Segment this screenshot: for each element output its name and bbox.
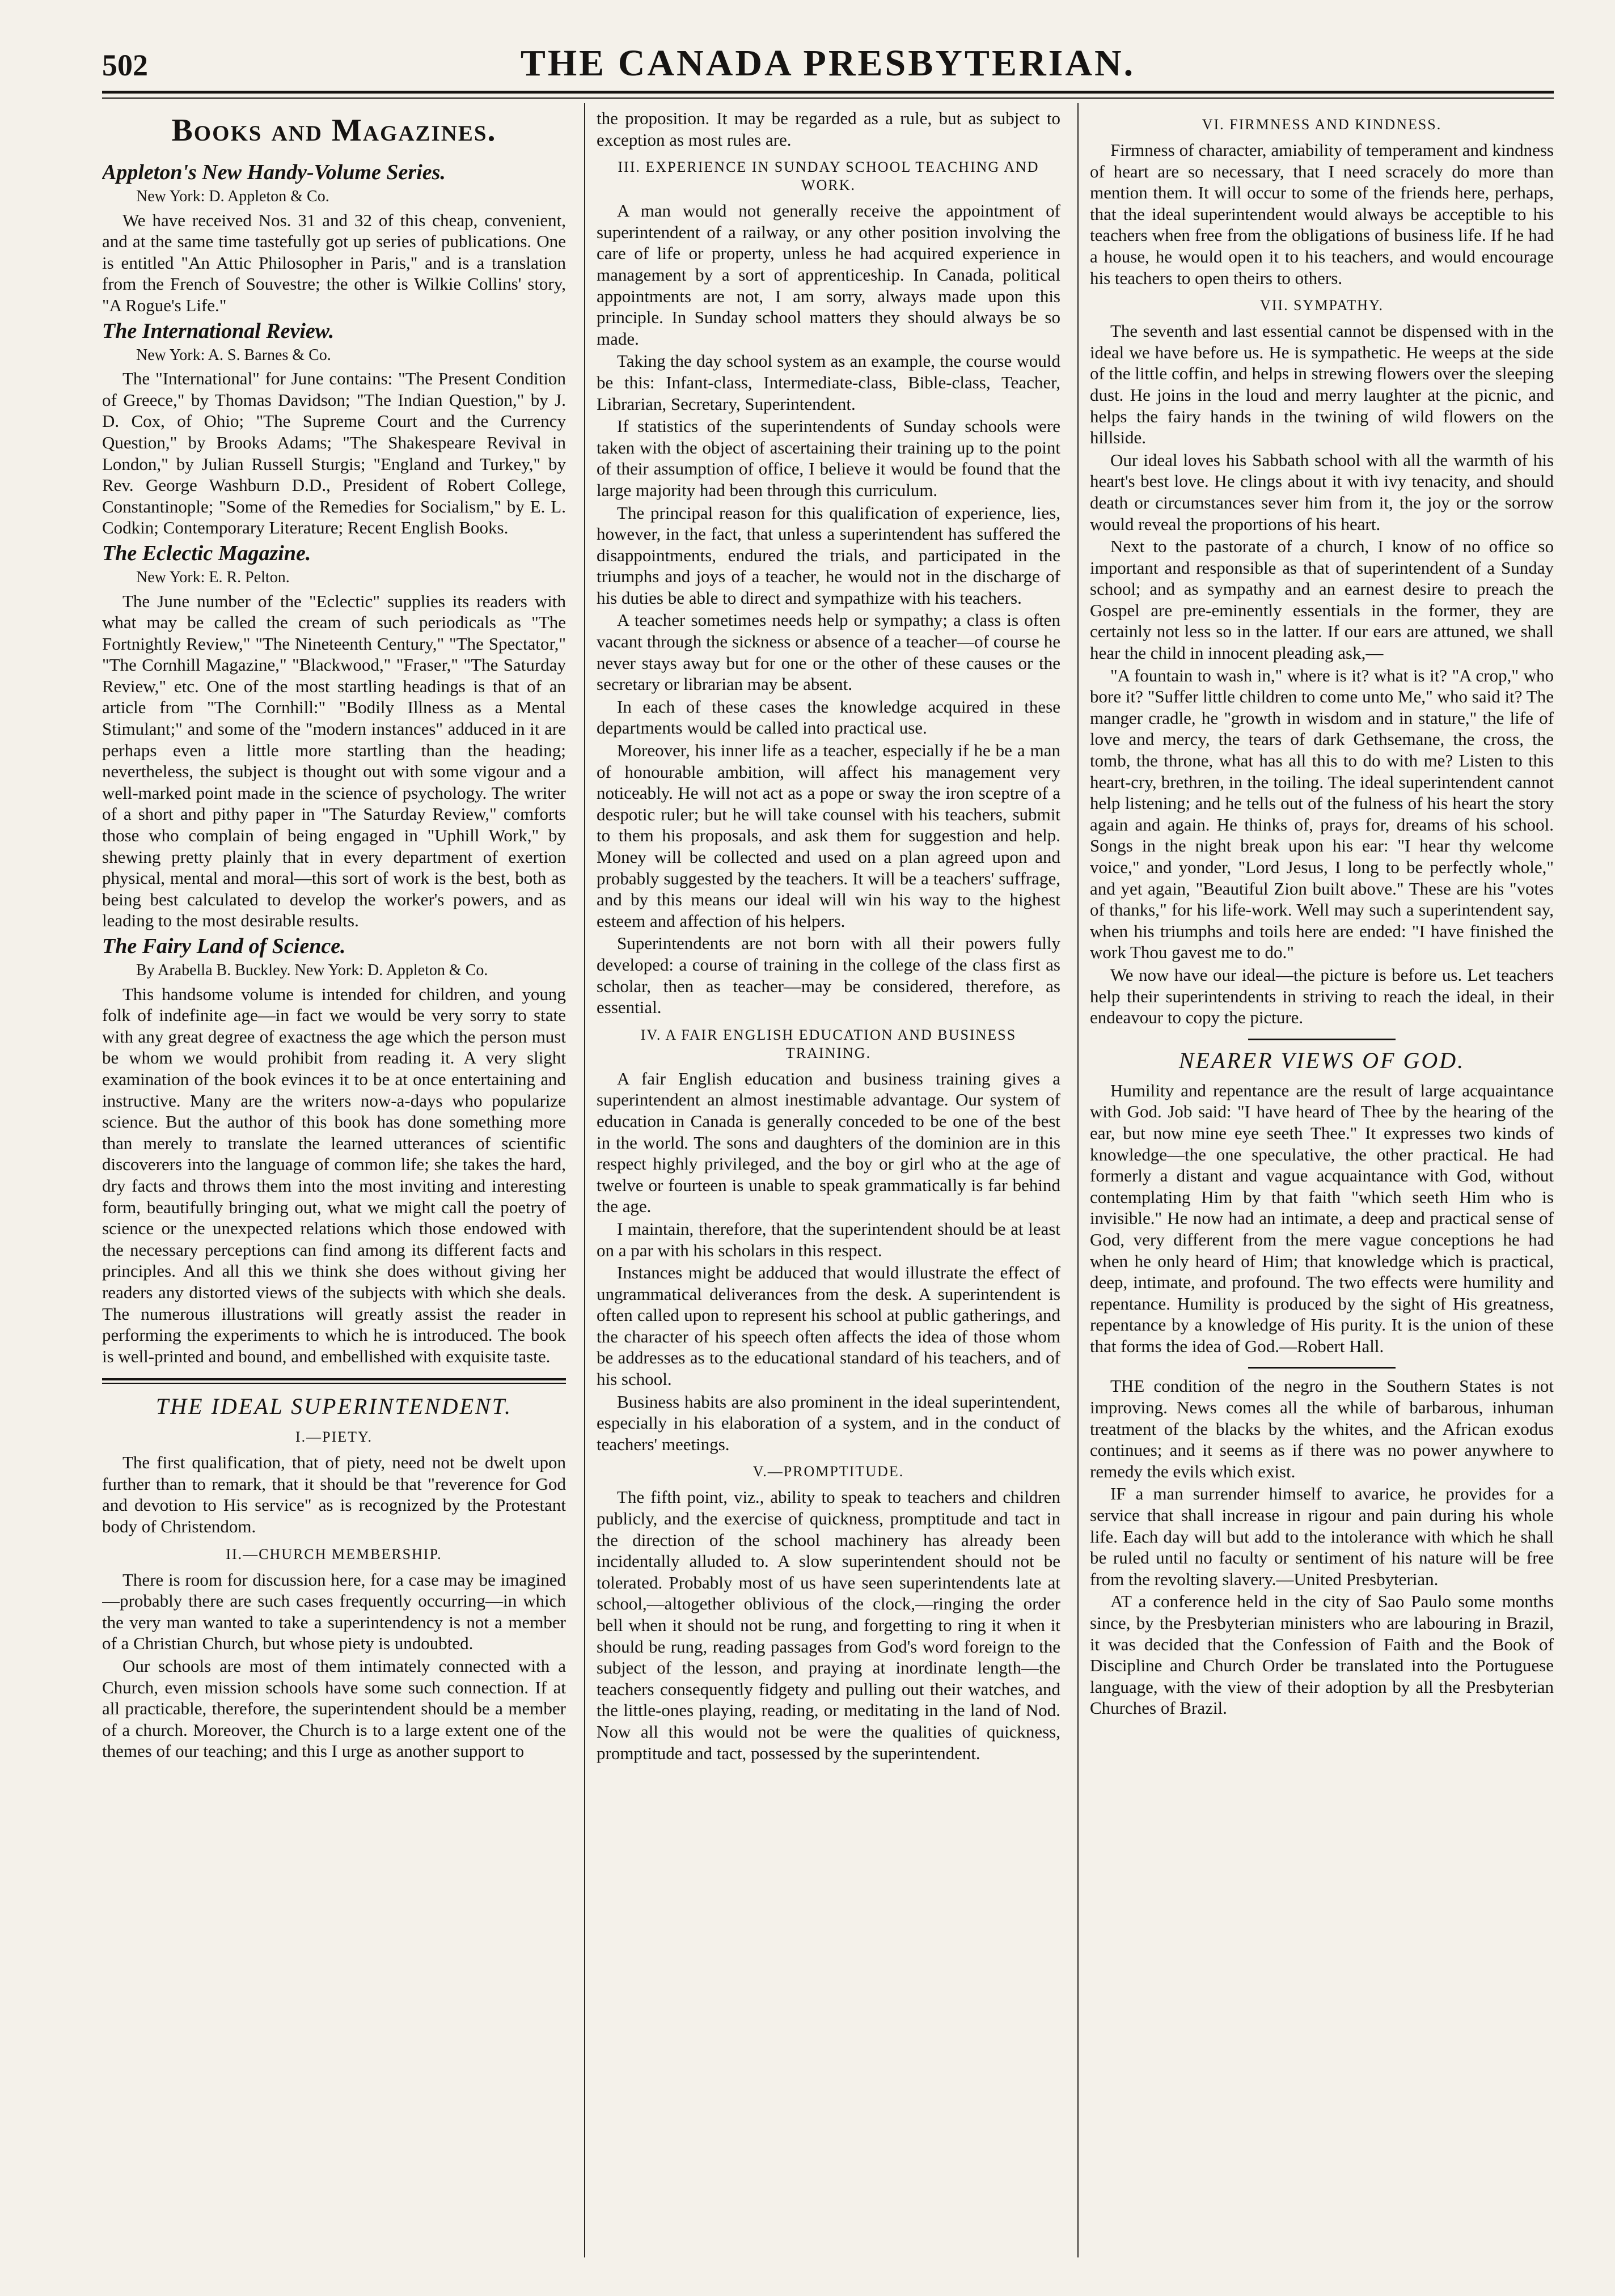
column-3 xyxy=(1090,108,1554,2256)
body-paragraph: Next to the pastorate of a church, I know of no office so important and responsible as that of superintendent of a Sunday school; and as sympathy and an earnest desire to preach the Gospel are pre-eminently essentials in the former, they are certainly not less so in the latter. If our ears are attuned, we shall hear the child in innocent pleading ask,— xyxy=(1090,536,1554,663)
body-paragraph: Our ideal loves his Sabbath school with all the warmth of his heart's best love. He clings about it with ivy tenacity, and should death or circumstances sever him from it, the joy or the sorrow would reveal the proportions of his heart. xyxy=(1090,450,1554,534)
subsection-heading: III. EXPERIENCE IN SUNDAY SCHOOL TEACHING AND WORK. xyxy=(618,159,1039,194)
body-paragraph: There is room for discussion here, for a case may be imagined—probably there are such cases frequently occurring—in which the very man wanted to take a superintendency is not a member of a Christian Church, but whose piety is undoubted. xyxy=(102,1569,566,1654)
article-divider xyxy=(1248,1367,1396,1369)
book-title: The Fairy Land of Science. xyxy=(102,934,346,958)
body-paragraph: Instances might be adduced that would illustrate the effect of ungrammatical deliverances from the desk. A superintendent is often called upon to represent his school at public gatherings, and the character of his speech often affects the idea of those whom be addresses as to the educational standard of his teachers, and of his school. xyxy=(597,1263,1060,1390)
body-paragraph: I maintain, therefore, that the superintendent should be at least on a par with his scholars in this respect. xyxy=(597,1218,1060,1260)
journal-title: THE CANADA PRESBYTERIAN. xyxy=(520,43,1136,84)
review-text: The June number of the "Eclectic" supplies its readers with what may be called the cream of such periodicals as "The Fortnightly Review," "The Nineteenth Century," "The Spectator," "The Cornhill Magazine," "Blackwood," "Fraser," "The Saturday Review," etc. One of the most startling headings is that of an article from "The Cornhill:" "Bodily Illness as a Mental Stimulant;" and some of the "modern instances" adduced in it are perhaps even a little more startling than the heading; nevertheless, the subject is thought out with some vigour and a well-marked point made in the science of psychology. The writer of a short and pithy paper in "The Saturday Review," comforts those who complain of being engaged in "Uphill Work," by shewing pretty plainly that in every department of exertion physical, mental and moral—this sort of work is the best, both as being best calculated to develop the worker's powers, and as leading to the most desirable results. xyxy=(102,591,566,931)
publisher-line: New York: E. R. Pelton. xyxy=(136,568,290,586)
subsection-heading: V.—PROMPTITUDE. xyxy=(752,1463,904,1480)
publisher-line: New York: A. S. Barnes & Co. xyxy=(136,346,331,364)
publisher-line: By Arabella B. Buckley. New York: D. Appleton & Co. xyxy=(136,961,488,979)
column-1 xyxy=(102,108,566,2256)
body-paragraph: IF a man surrender himself to avarice, he provides for a service that shall increase in rigour and pain during his whole life. Each day will but add to the intolerance with which he shall be ruled until no faculty or sentiment of his nature will be free from the revolting slavery.—United Presbyterian. xyxy=(1090,1484,1554,1589)
article-title: THE IDEAL SUPERINTENDENT. xyxy=(156,1393,512,1420)
body-paragraph: Moreover, his inner life as a teacher, especially if he be a man of honourable ambition, will affect his management very noticeably. He will not act as a pope or sway the iron sceptre of a despotic ruler; but he will take counsel with his teachers, submit to them his proposals, and ask them for suggestion and help. Money will be collected and used on a plan agreed upon and probably suggested by the teachers. It will be a teachers' suffrage, and by this means our ideal will win his way to the highest esteem and affection of his helpers. xyxy=(597,740,1060,931)
book-title: Appleton's New Handy-Volume Series. xyxy=(102,160,446,184)
subsection-heading: IV. A FAIR ENGLISH EDUCATION AND BUSINESS TRAINING. xyxy=(640,1026,1017,1061)
body-paragraph: Superintendents are not born with all their powers fully developed: a course of training in the college of the class first as scholar, then as teacher—may be considered, therefore, as essential. xyxy=(597,933,1060,1018)
subsection-heading: VI. FIRMNESS AND KINDNESS. xyxy=(1202,116,1442,133)
review-text: The "International" for June contains: "The Present Condition of Greece," by Thomas Davidson; "The Indian Question," by J. D. Cox, of Ohio; "The Supreme Court and the Currency Question," by Brooks Adams; "The Shakespeare Revival in London," by Julian Russell Sturgis; "England and Turkey," by Rev. George Washburn D.D., President of Robert College, Constantinople; "Some of the Remedies for Socialism," by E. L. Codkin; Contemporary Literature; Recent English Books. xyxy=(102,368,566,538)
body-paragraph: "A fountain to wash in," where is it? what is it? "A crop," who bore it? "Suffer little children to come unto Me," who said it? The manger cradle, he "growth in wisdom and in stature," the life of love and mercy, the tears of dark Gethsemane, the cross, the tomb, the throne, what has all this to do with me? Listen to this heart-cry, brethren, in the toiling. The ideal superintendent cannot help listening; and he tells out of the fulness of his heart the story again and again. He thinks of, prays for, dreams of his school. Songs in the night break upon his ear: "I hear thy welcome voice," and yonder, "Lord Jesus, I long to be perfectly whole," and yet again, "Beautiful Zion built above." These are his "votes of thanks," for his life-work. Well may such a superintendent say, when his triumphs and toils here are ended: "I have finished the work Thou gavest me to do." xyxy=(1090,665,1554,963)
column-divider xyxy=(584,103,585,2257)
body-paragraph: In each of these cases the knowledge acquired in these departments would be called into practical use. xyxy=(597,696,1060,738)
body-paragraph: The principal reason for this qualification of experience, lies, however, in the fact, that unless a superintendent has suffered the disappointments, endured the trials, and participated in the triumphs and joys of a teacher, he would not in the discharge of his duties be able to direct and sympathize with his teachers. xyxy=(597,502,1060,608)
body-paragraph: The fifth point, viz., ability to speak to teachers and children publicly, and the exercise of quickness, promptitude and tact in the direction of the school machinery has already been incidentally alluded to. A slow superintendent should not be tolerated. Probably most of us have seen superintendents late at school,—altogether oblivious of the clock,—ringing the order bell when it should not be rung, and forgetting to ring it when it should be rung, reading passages from God's word foreign to the subject of the lesson, and praying at inordinate length—the teachers consequently fidgety and pulling out their watches, and the little-ones playing, reading, or meditating in the land of Nod. Now all this would not be were the qualities of quickness, promptitude and tact, possessed by the superintendent. xyxy=(597,1487,1060,1763)
book-title: The International Review. xyxy=(102,319,335,343)
body-paragraph: Humility and repentance are the result of large acquaintance with God. Job said: "I have heard of Thee by the hearing of the ear, but now mine eye seeth Thee." It expresses two kinds of knowledge—the one speculative, the other practical. He had formerly a distant and vague acquaintance with God, without contemplating Him by that faith "which seeth Him who is invisible." He now had an intimate, a deep and practical sense of God, very different from the mere vague conceptions he had when he only heard of Him; that knowledge which is practical, deep, intimate, and profound. The two effects were humility and repentance. Humility is produced by the sight of His greatness, repentance by a knowledge of His purity. It is the union of these that forms the idea of God.—Robert Hall. xyxy=(1090,1080,1554,1356)
column-2 xyxy=(597,108,1060,2256)
body-paragraph: The seventh and last essential cannot be dispensed with in the ideal we have before us. He is sympathetic. He weeps at the side of the little coffin, and helps in strewing flowers over the sleeping dust. He joins in the loud and merry laughter at the picnic, and helps the fairy hands in the twining of wild flowers on the hillside. xyxy=(1090,321,1554,448)
body-paragraph: Firmness of character, amiability of temperament and kindness of heart are so necessary, that I need scracely do more than mention them. It will occur to some of the friends here, perhaps, that the ideal superintendent would always be acceptible to his teachers when free from the obligations of business life. If he had a house, he would open it to his teachers, and would encourage his teachers to open theirs to others. xyxy=(1090,140,1554,288)
subsection-heading: VII. SYMPATHY. xyxy=(1260,297,1384,314)
article-title: NEARER VIEWS OF GOD. xyxy=(1178,1047,1465,1073)
page-header xyxy=(102,40,1554,92)
body-paragraph: THE condition of the negro in the Southern States is not improving. News comes all the while of barbarous, inhuman treatment of the blacks by the whites, and the African exodus continues; and it seems as if there was no power anywhere to remedy the evils which exist. xyxy=(1090,1376,1554,1481)
body-paragraph: We now have our ideal—the picture is before us. Let teachers help their superintendents in striving to reach the ideal, in their endeavour to copy the picture. xyxy=(1090,964,1554,1028)
header-rule xyxy=(102,91,1554,94)
body-paragraph: Our schools are most of them intimately connected with a Church, even mission schools have some such connection. If at all practicable, therefore, the superintendent should be a member of a church. Moreover, the Church is to a large extent one of the themes of our teaching; and this I urge as another support to xyxy=(102,1656,566,1761)
body-paragraph: If statistics of the superintendents of Sunday schools were taken with the object of ascertaining their training up to the point of their assumption of office, I believe it would be found that the large majority had been through this curriculum. xyxy=(597,416,1060,500)
body-paragraph: the proposition. It may be regarded as a rule, but as subject to exception as most rules are. xyxy=(597,108,1060,150)
body-paragraph: A fair English education and business training gives a superintendent an almost inestimable advantage. Our system of education in Canada is generally conceded to be one of the best in the world. The sons and daughters of the dominion are in this respect highly privileged, and the boy or girl who at the age of twelve or fourteen is unable to speak grammatically is far behind the age. xyxy=(597,1068,1060,1217)
publisher-line: New York: D. Appleton & Co. xyxy=(136,188,329,205)
section-title: Books and Magazines. xyxy=(171,113,497,148)
body-paragraph: AT a conference held in the city of Sao Paulo some months since, by the Presbyterian ministers who are labouring in Brazil, it was decided that the Confession of Faith and the Book of Discipline and Church Order be translated into the Portuguese language, with the view of their adoption by all the Presbyterian Churches of Brazil. xyxy=(1090,1591,1554,1718)
body-paragraph: Taking the day school system as an example, the course would be this: Infant-class, Intermediate-class, Bible-class, Teacher, Librarian, Secretary, Superintendent. xyxy=(597,351,1060,414)
body-paragraph: A man would not generally receive the appointment of superintendent of a railway, or any other position involving the care of life or property, unless he had acquired experience in management by a sort of apprenticeship. In Canada, political appointments are not, I am sorry, always made upon this principle. In Sunday school matters they should always be so made. xyxy=(597,201,1060,349)
review-text: This handsome volume is intended for children, and young folk of indefinite age—in fact we would be very sorry to state with any great degree of exactness the age which the person must be whom we would prohibit from reading it. A very slight examination of the book evinces it to be at once entertaining and instructive. Many are the writers now-a-days who popularize science. But the author of this book has done something more than merely to translate the learned utterances of scientific discoverers into the language of common life; she takes the hard, dry facts and throws them into the most inviting and interesting form, beautifully bringing out, what we might call the poetry of science or the unexpected relations which those endowed with the necessary perceptions can find among its different facts and principles. And all this we think she does without giving her readers any distorted views of the subjects with which she deals. The numerous illustrations will greatly assist the reader in performing the experiments to which he is introduced. The book is well-printed and bound, and embellished with exquisite taste. xyxy=(102,984,566,1366)
body-paragraph: The first qualification, that of piety, need not be dwelt upon further than to remark, that it should be that "reverence for God and devotion to His service" as is recognized by the Protestant body of Christendom. xyxy=(102,1452,566,1537)
review-text: We have received Nos. 31 and 32 of this cheap, convenient, and at the same time tastefully got up series of publications. One is entitled "An Attic Philosopher in Paris," and is a translation from the French of Souvestre; the other is Wilkie Collins' story, "A Rogue's Life." xyxy=(102,210,566,315)
subsection-heading: II.—CHURCH MEMBERSHIP. xyxy=(226,1545,442,1562)
header-rule-thin xyxy=(102,98,1554,99)
page-number: 502 xyxy=(102,48,148,82)
article-divider xyxy=(102,1378,566,1384)
body-paragraph: Business habits are also prominent in the ideal superintendent, especially in his elaboration of a system, and in the conduct of teachers' meetings. xyxy=(597,1391,1060,1454)
article-divider xyxy=(1248,1039,1396,1040)
column-divider xyxy=(1077,103,1079,2257)
subsection-heading: I.—PIETY. xyxy=(295,1429,373,1446)
body-paragraph: A teacher sometimes needs help or sympathy; a class is often vacant through the sickness or absence of a teacher—of course he never stays away but for one or the other of these causes or the secretary or librarian may be absent. xyxy=(597,610,1060,694)
book-title: The Eclectic Magazine. xyxy=(102,541,311,565)
